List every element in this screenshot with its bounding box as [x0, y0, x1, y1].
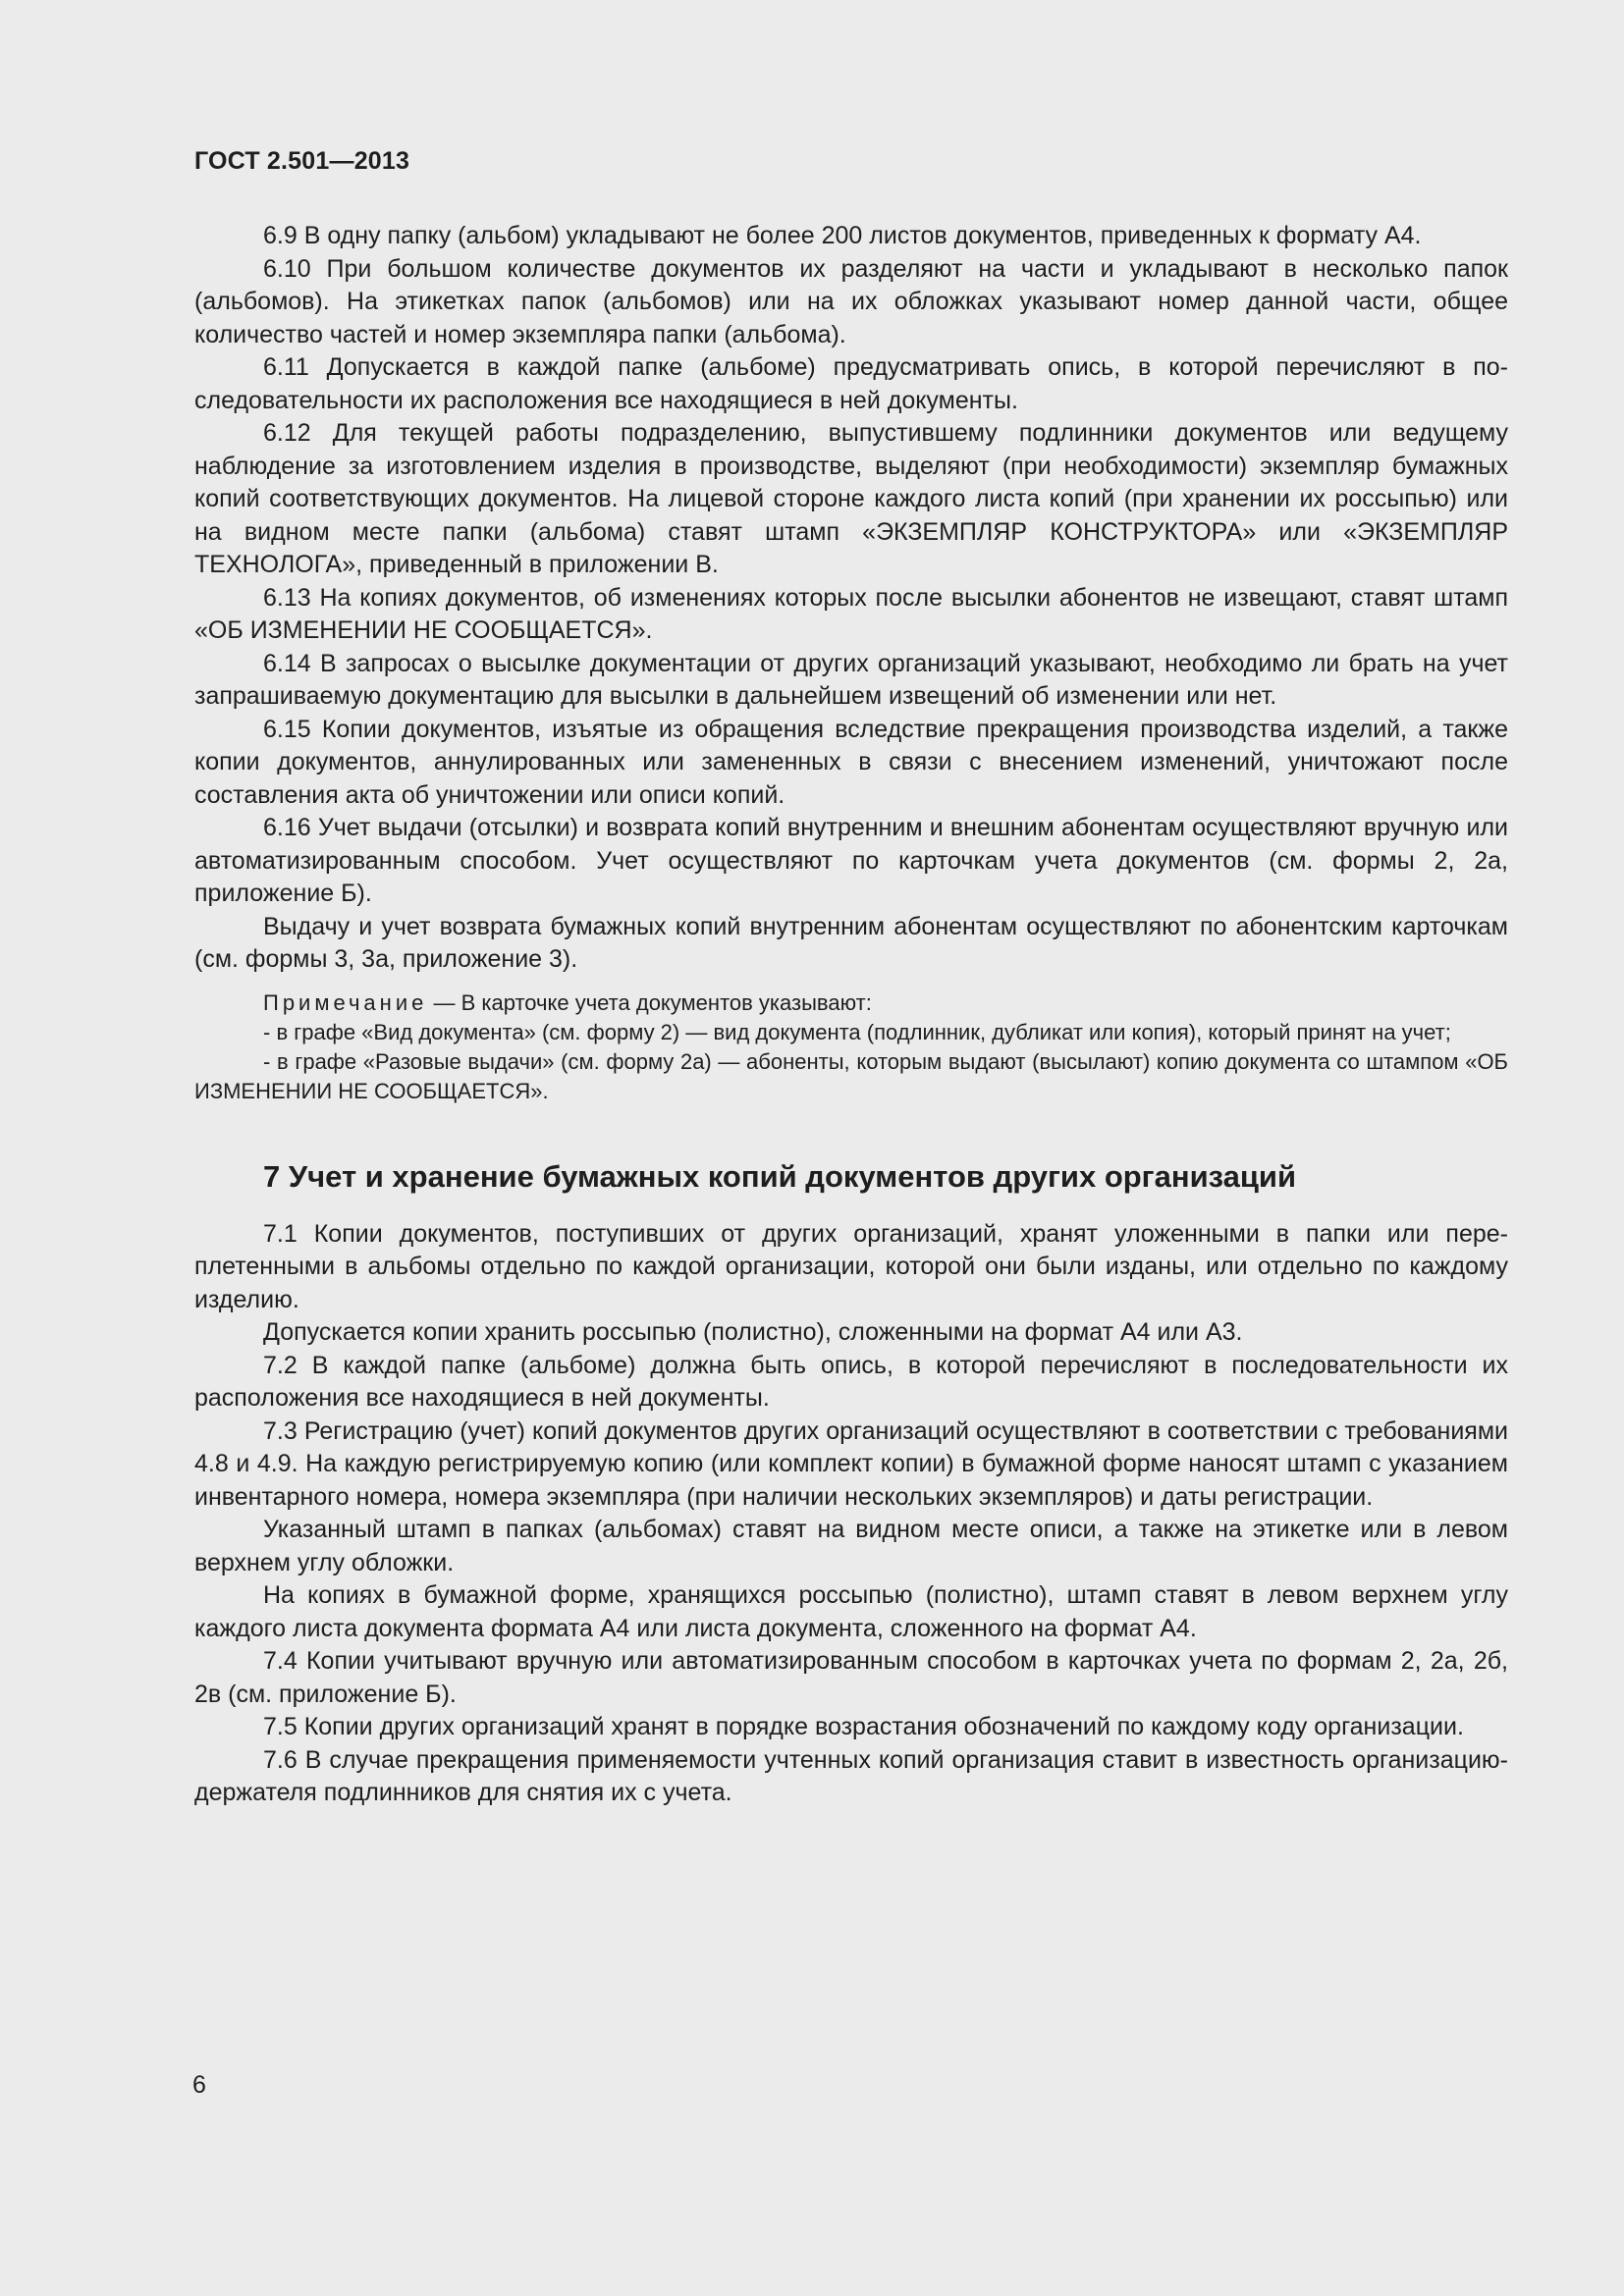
section-6 — [194, 220, 1508, 1106]
paragraph-7-3: 7.3 Регистрацию (учет) копий документов других организаций осуществляют в соответствии с требованиями 4.8 и 4.9. На каждую регистрируемую копию (или комплект копии) в бумажной форме наносят штамп с указанием инвентарного номера, номера экземпляра (при наличии нескольких экземпляров) и даты регистрации. — [194, 1416, 1508, 1511]
note-intro: — В карточке учета документов указывают: — [427, 989, 872, 1015]
paragraph-6-15: 6.15 Копии документов, изъятые из обращения вследствие прекращения производства изделий, а также копии документов, аннулированных или замененных в связи с внесением изменений, уничтожают после составления акта об уничтожении или описи копий. — [194, 715, 1508, 809]
note-block — [194, 988, 1508, 1106]
paragraph-6-12: 6.12 Для текущей работы подразделению, выпустившему подлинники документов или ведущему наблюдение за изготовлением изделия в производстве, выделяют (при необходимости) экземпляр бумажных копий соответствующих документов. На лицевой стороне каждого листа копий (при хранении их россыпью) или на видном месте папки (альбома) ставят штамп «ЭКЗЕМПЛЯР КОНСТРУКТОРА» или «ЭКЗЕМПЛЯР ТЕХНОЛОГА», приведенный в приложении В. — [194, 419, 1508, 578]
paragraph-6-10: 6.10 При большом количестве документов их разделяют на части и укладывают в несколько папок (альбомов). На этикетках папок (альбомов) или на их обложках указывают номер данной части, общее количество частей и номер экземпляра папки (альбома). — [194, 254, 1508, 348]
section-7 — [194, 1218, 1508, 1810]
paragraph-6-14: 6.14 В запросах о высылке документации от других организаций указывают, необходимо ли брать на учет запрашиваемую документацию для высылки в дальнейшем извещений об изменении или нет. — [194, 649, 1508, 710]
paragraph-7-1-continued: Допускается копии хранить россыпью (полистно), сложенными на формат А4 или А3. — [263, 1318, 1243, 1346]
paragraph-6-13: 6.13 На копиях документов, об изменениях которых после высылки абонентов не извещают, ставят штамп «ОБ ИЗМЕНЕНИИ НЕ СООБЩАЕТСЯ». — [194, 583, 1508, 644]
paragraph-7-4: 7.4 Копии учитывают вручную или автоматизированным способом в карточках учета по формам 2, 2а, 2б, 2в (см. приложение Б). — [194, 1647, 1508, 1708]
paragraph-6-11: 6.11 Допускается в каждой папке (альбоме) предусматривать опись, в которой перечисляют в последовательности их расположения все находящиеся в ней документы. — [194, 353, 1508, 414]
paragraph-6-16-continued: Выдачу и учет возврата бумажных копий внутренним абонентам осуществляют по абонентским карточкам (см. формы 3, 3а, приложение 3). — [194, 912, 1508, 973]
paragraph-7-3-loose-copies: На копиях в бумажной форме, хранящихся россыпью (полистно), штамп ставят в левом верхнем углу каждого листа документа формата А4 или листа документа, сложенного на формат А4. — [194, 1581, 1508, 1642]
paragraph-7-2: 7.2 В каждой папке (альбоме) должна быть опись, в которой перечисляют в последовательности их расположения все находящиеся в ней документы. — [194, 1351, 1508, 1412]
note-label: Примечание — [263, 989, 428, 1015]
note-item-2: - в графе «Разовые выдачи» (см. форму 2а) — абоненты, которым выдают (высылают) копию документа со штампом «ОБ ИЗМЕНЕНИИ НЕ СООБЩАЕТСЯ». — [194, 1048, 1508, 1103]
document-header: ГОСТ 2.501—2013 — [194, 147, 410, 175]
paragraph-6-16: 6.16 Учет выдачи (отсылки) и возврата копий внутренним и внешним абонентам осуществляют вручную или автоматизированным способом. Учет осуществляют по карточкам учета документов (см. формы 2, 2а, приложение Б). — [194, 814, 1508, 907]
note-intro-line — [194, 988, 1508, 1018]
paragraph-7-5: 7.5 Копии других организаций хранят в порядке возрастания обозначений по каждому коду организации. — [263, 1713, 1464, 1740]
paragraph-7-1: 7.1 Копии документов, поступивших от других организаций, хранят уложенными в папки или переплетенными в альбомы отдельно по каждой организации, которой они были изданы, или отдельно по каждому изделию. — [194, 1219, 1508, 1313]
paragraph-7-3-stamp-placement: Указанный штамп в папках (альбомах) ставят на видном месте описи, а также на этикетке или в левом верхнем углу обложки. — [194, 1516, 1508, 1576]
paragraph-7-6: 7.6 В случае прекращения применяемости учтенных копий организация ставит в известность организацию-держателя подлинников для снятия их с учета. — [194, 1745, 1508, 1806]
document-body — [194, 220, 1508, 1810]
note-item-1: - в графе «Вид документа» (см. форму 2) — вид документа (подлинник, дубликат или копия), который принят на учет; — [263, 1019, 1451, 1044]
page-number: 6 — [192, 2071, 206, 2099]
paragraph-6-9: 6.9 В одну папку (альбом) укладывают не более 200 листов документов, приведенных к формату А4. — [263, 222, 1422, 249]
section-7-title: 7 Учет и хранение бумажных копий документов других организаций — [263, 1158, 1297, 1194]
